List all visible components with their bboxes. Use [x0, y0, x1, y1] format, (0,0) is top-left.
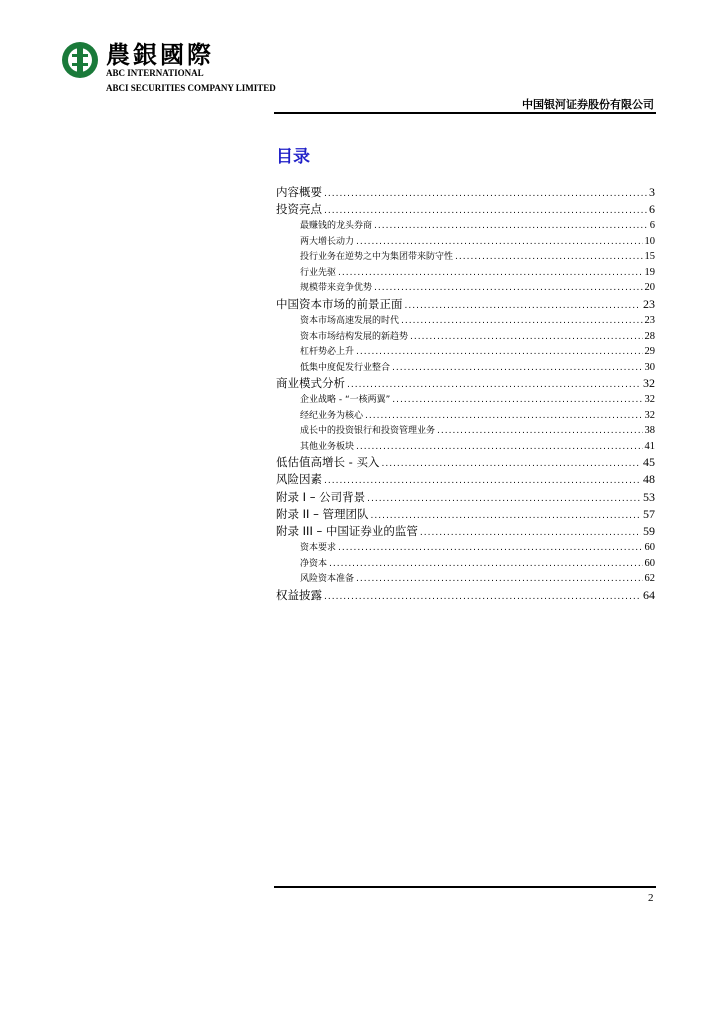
toc-entry-title: 资本市场高速发展的时代: [300, 316, 400, 327]
logo-english-line2: ABCI SECURITIES COMPANY LIMITED: [106, 83, 276, 93]
toc-entry-page: 48: [643, 472, 655, 487]
toc-entry-page: 20: [644, 282, 655, 294]
toc-entry-page: 19: [644, 266, 655, 278]
toc-entry-title: 附录 I – 公司背景: [276, 489, 366, 504]
toc-leader-dots: [324, 592, 641, 602]
toc-entry[interactable]: [276, 249, 655, 265]
toc-entry-page: 38: [644, 425, 655, 437]
toc-leader-dots: [356, 574, 642, 584]
toc-leader-dots: [324, 206, 647, 216]
toc-entry-title: 其他业务板块: [300, 441, 355, 452]
toc-leader-dots: [420, 528, 641, 538]
toc-entry[interactable]: [276, 201, 655, 218]
toc-leader-dots: [381, 459, 641, 469]
toc-entry[interactable]: [276, 423, 655, 439]
toc-entry[interactable]: [276, 329, 655, 345]
toc-leader-dots: [401, 316, 642, 326]
toc-entry-title: 内容概要: [276, 185, 322, 199]
toc-entry-title: 中国资本市场的前景正面: [276, 296, 403, 311]
toc-entry[interactable]: [276, 454, 655, 471]
toc-leader-dots: [405, 301, 642, 311]
logo-english-line1: ABC INTERNATIONAL: [106, 68, 204, 78]
company-name: 中国银河证券股份有限公司: [522, 98, 654, 111]
toc-entry[interactable]: [276, 489, 655, 506]
toc-leader-dots: [374, 283, 642, 293]
toc-entry-page: 28: [644, 330, 655, 342]
toc-entry-page: 29: [644, 346, 655, 358]
toc-entry-title: 权益披露: [276, 587, 322, 602]
toc-entry[interactable]: [276, 587, 655, 604]
toc-leader-dots: [324, 189, 647, 199]
toc-entry-page: 6: [649, 220, 655, 232]
toc-entry-title: 成长中的投资银行和投资管理业务: [300, 426, 436, 437]
toc-entry[interactable]: [276, 471, 655, 488]
toc-leader-dots: [437, 426, 642, 436]
toc-entry[interactable]: [276, 375, 655, 392]
toc-leader-dots: [371, 511, 642, 521]
toc-entry-page: 57: [643, 506, 655, 521]
toc-entry-page: 32: [643, 376, 655, 391]
toc-entry[interactable]: [276, 540, 655, 556]
toc-title: 目录: [276, 147, 310, 167]
toc-entry-page: 32: [644, 409, 655, 421]
toc-entry-title: 风险因素: [276, 472, 322, 487]
toc-leader-dots: [410, 332, 642, 342]
toc-entry-page: 3: [649, 185, 655, 199]
toc-entry-page: 23: [643, 296, 655, 311]
logo: [60, 40, 300, 100]
toc-entry-page: 59: [643, 524, 655, 538]
header-divider: [274, 112, 656, 114]
toc-leader-dots: [338, 543, 642, 553]
toc-entry-page: 23: [644, 315, 655, 327]
toc-entry-page: 64: [643, 587, 655, 602]
logo-chinese-name: 農銀國際: [106, 40, 214, 69]
toc-entry-page: 6: [649, 202, 655, 217]
toc-entry-title: 附录 II – 管理团队: [276, 506, 369, 521]
toc-entry[interactable]: [276, 571, 655, 587]
toc-entry-page: 32: [644, 394, 655, 406]
toc-entry[interactable]: [276, 296, 655, 313]
toc-entry[interactable]: [276, 265, 655, 281]
toc-leader-dots: [392, 363, 642, 373]
table-of-contents: [276, 184, 655, 604]
toc-entry[interactable]: [276, 556, 655, 572]
toc-entry[interactable]: [276, 506, 655, 523]
toc-entry[interactable]: [276, 234, 655, 250]
toc-entry-page: 15: [644, 251, 655, 263]
toc-entry-page: 60: [644, 542, 655, 554]
toc-entry-title: 净资本: [300, 558, 328, 569]
toc-entry-title: 商业模式分析: [276, 376, 345, 391]
toc-leader-dots: [324, 476, 641, 486]
toc-leader-dots: [392, 395, 642, 405]
toc-entry-title: 经纪业务为核心: [300, 410, 364, 421]
toc-entry-page: 41: [644, 440, 655, 452]
toc-entry-title: 最赚钱的龙头券商: [300, 221, 373, 232]
toc-leader-dots: [356, 347, 642, 357]
toc-entry[interactable]: [276, 523, 655, 540]
toc-entry-title: 资本市场结构发展的新趋势: [300, 331, 409, 342]
toc-leader-dots: [455, 252, 642, 262]
page-number: 2: [648, 892, 654, 904]
toc-entry-title: 风险资本准备: [300, 574, 355, 585]
toc-entry-title: 杠杆势必上升: [300, 347, 355, 358]
toc-leader-dots: [356, 442, 642, 452]
toc-entry[interactable]: [276, 218, 655, 234]
toc-entry-title: 企业战略 - “一核两翼”: [300, 395, 391, 406]
abc-bank-coin-icon: [60, 40, 100, 80]
toc-entry[interactable]: [276, 313, 655, 329]
toc-leader-dots: [365, 411, 642, 421]
toc-entry-page: 62: [644, 573, 655, 585]
toc-entry-page: 30: [644, 361, 655, 373]
toc-entry-title: 两大增长动力: [300, 236, 355, 247]
footer-divider: [274, 886, 656, 888]
toc-entry-page: 60: [644, 557, 655, 569]
toc-leader-dots: [329, 559, 642, 569]
toc-leader-dots: [374, 221, 648, 231]
toc-entry-page: 10: [644, 235, 655, 247]
toc-entry-title: 规模带来竞争优势: [300, 283, 373, 294]
toc-entry-title: 低集中度促发行业整合: [300, 362, 391, 373]
toc-entry-title: 投资亮点: [276, 202, 322, 217]
toc-entry[interactable]: [276, 408, 655, 424]
toc-leader-dots: [347, 380, 641, 390]
toc-entry[interactable]: [276, 360, 655, 376]
toc-leader-dots: [367, 494, 641, 504]
toc-entry-title: 附录 III – 中国证券业的监管: [276, 524, 418, 538]
toc-entry[interactable]: [276, 392, 655, 408]
toc-entry-title: 行业先驱: [300, 267, 337, 278]
toc-entry[interactable]: [276, 280, 655, 296]
toc-entry[interactable]: [276, 439, 655, 455]
toc-entry-title: 投行业务在逆势之中为集团带来防守性: [300, 252, 454, 263]
toc-entry[interactable]: [276, 184, 655, 201]
toc-entry-page: 45: [643, 455, 655, 470]
toc-entry-page: 53: [643, 489, 655, 504]
toc-entry-title: 资本要求: [300, 543, 337, 554]
toc-leader-dots: [356, 237, 642, 247]
toc-leader-dots: [338, 268, 642, 278]
toc-entry-title: 低估值高增长 - 买入: [276, 455, 380, 470]
toc-entry[interactable]: [276, 344, 655, 360]
